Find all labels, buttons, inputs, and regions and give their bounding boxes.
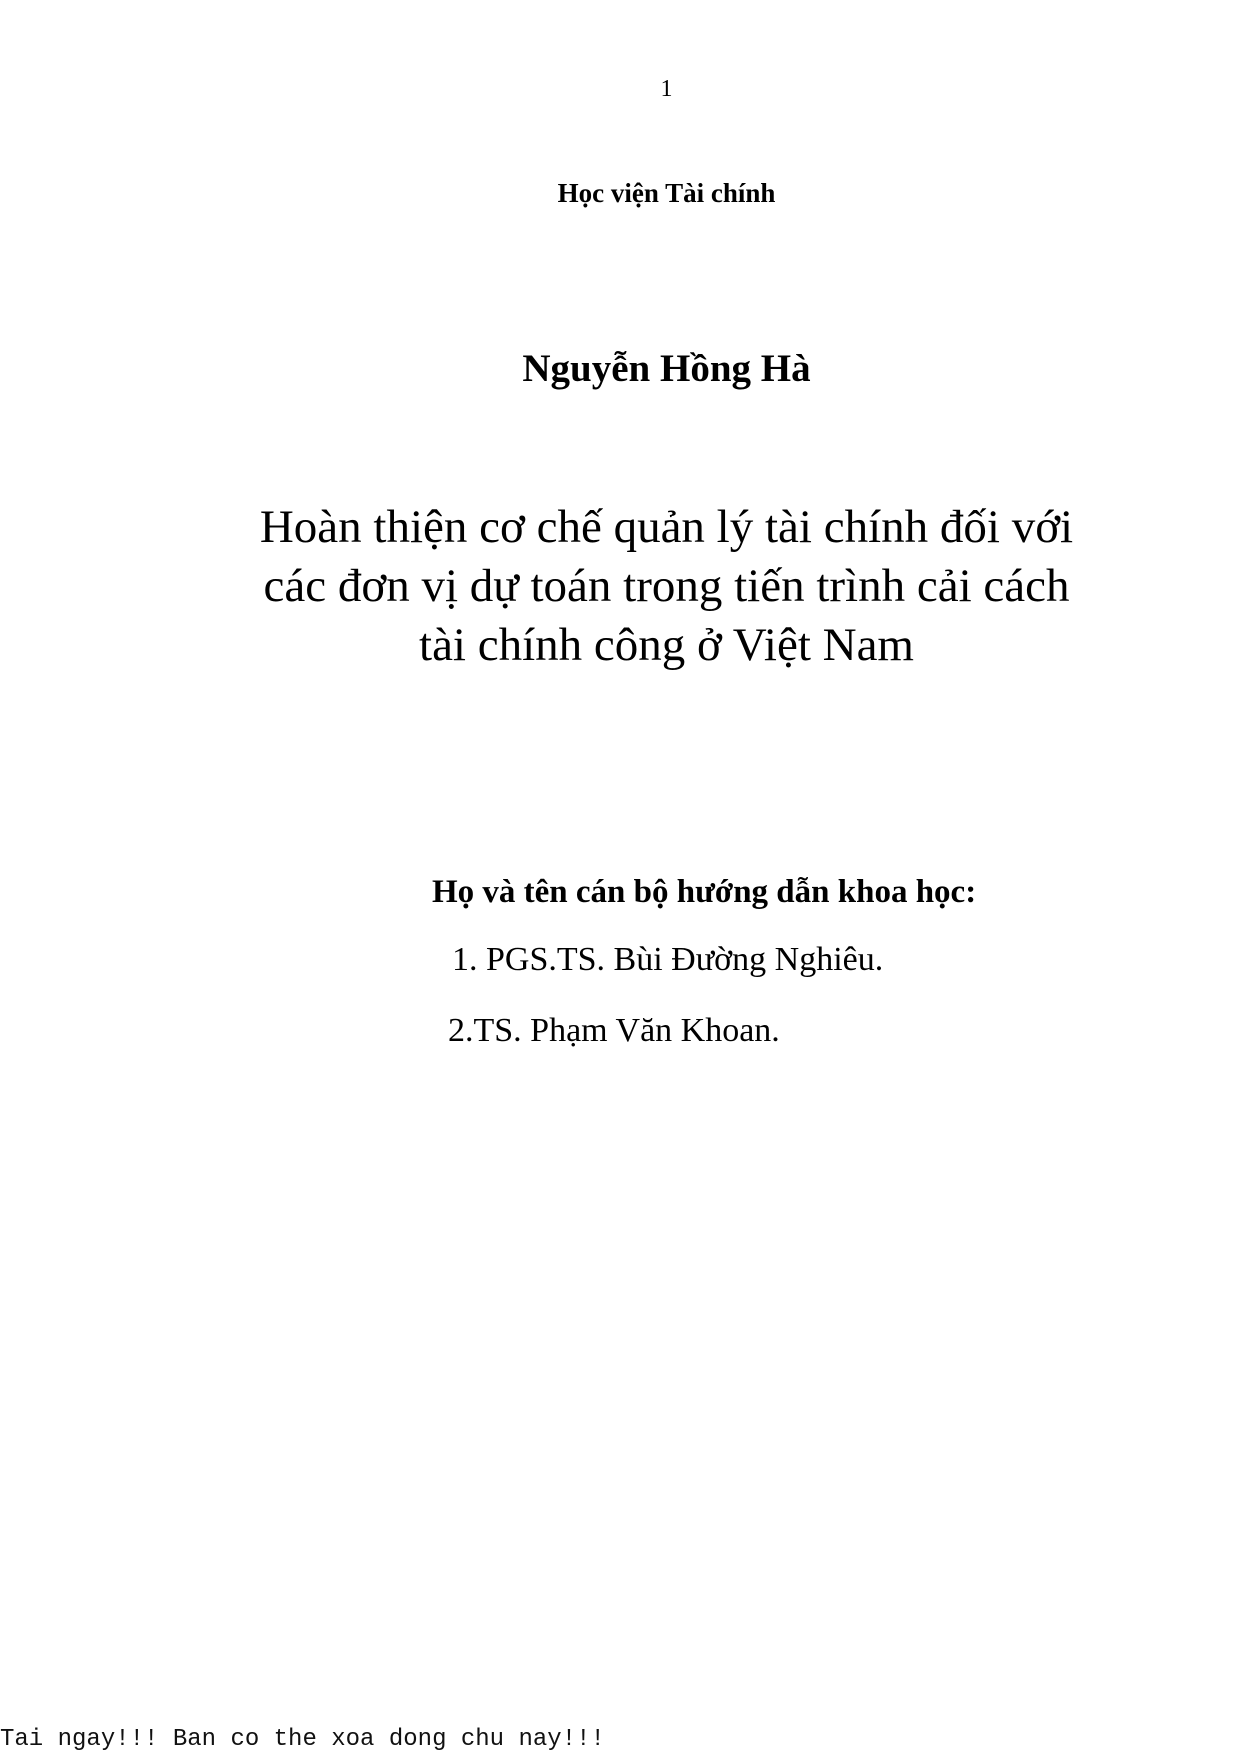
supervisor-item: 2.TS. Phạm Văn Khoan. (448, 1012, 780, 1049)
institution-name: Học viện Tài chính (557, 178, 776, 208)
supervisor-item: 1. PGS.TS. Bùi Đường Nghiêu. (452, 941, 884, 978)
footer-note: Tai ngay!!! Ban co the xoa dong chu nay!!! (0, 1726, 605, 1753)
thesis-title (0, 498, 1240, 675)
thesis-title-line: Hoàn thiện cơ chế quản lý tài chính đối với (259, 501, 1074, 553)
thesis-title-line: tài chính công ở Việt Nam (419, 619, 914, 671)
author-name: Nguyễn Hồng Hà (522, 347, 811, 390)
supervisors-heading: Họ và tên cán bộ hướng dẫn khoa học: (432, 874, 977, 910)
page-number: 1 (660, 76, 673, 102)
thesis-title-line: các đơn vị dự toán trong tiến trình cải cách (263, 560, 1070, 612)
